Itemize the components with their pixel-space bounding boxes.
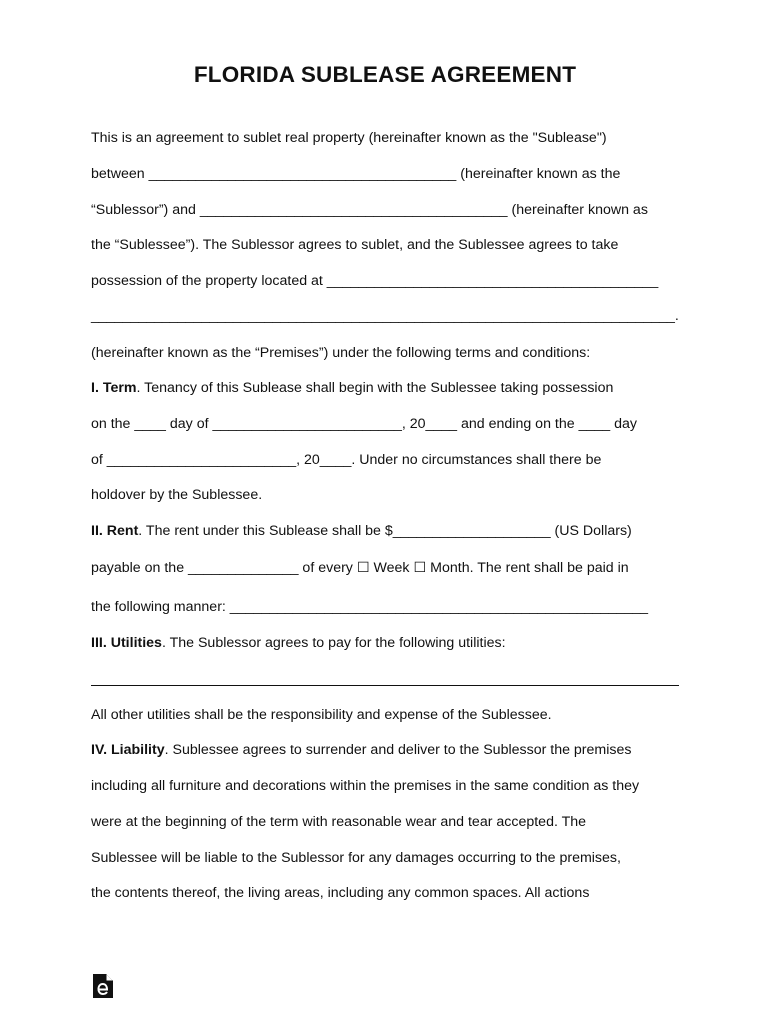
term-line-3: of ________________________, 20____. Under no circumstances shall there be [91, 452, 602, 468]
term-heading: I. Term [91, 380, 137, 396]
intro-line-2: between _______________________________________ (hereinafter known as the [91, 166, 621, 182]
month-checkbox[interactable]: ☐ [413, 560, 427, 576]
utilities-other-line: All other utilities shall be the responsibility and expense of the Sublessee. [91, 707, 552, 723]
term-line-2: on the ____ day of ________________________, 20____ and ending on the ____ day [91, 416, 637, 432]
liability-heading: IV. Liability [91, 742, 165, 758]
liability-line-5: the contents thereof, the living areas, including any common spaces. All actions [91, 885, 590, 901]
rent-payable-line [91, 559, 629, 577]
eforms-logo-icon [92, 973, 114, 999]
term-text: . Tenancy of this Sublease shall begin with the Sublessee taking possession [136, 380, 614, 396]
intro-line-3: “Sublessor”) and _______________________________________ (hereinafter known as [91, 202, 648, 218]
week-checkbox[interactable]: ☐ [356, 560, 370, 576]
intro-line-7: (hereinafter known as the “Premises”) under the following terms and conditions: [91, 345, 591, 361]
liability-line-3: were at the beginning of the term with reasonable wear and tear accepted. The [91, 814, 587, 830]
utilities-heading: III. Utilities [91, 635, 162, 651]
month-label: Month. The rent shall be paid in [426, 560, 629, 576]
liability-paragraph [91, 741, 631, 759]
liability-text: . Sublessee agrees to surrender and deliver to the Sublessor the premises [164, 742, 632, 758]
rent-payable-prefix: payable on the ______________ of every [91, 560, 357, 576]
rent-heading: II. Rent [91, 523, 139, 539]
utilities-paragraph [91, 634, 506, 652]
intro-line-6: __________________________________________________________________________. [91, 308, 679, 324]
intro-line-5: possession of the property located at __________________________________________ [91, 273, 659, 289]
intro-line-4: the “Sublessee”). The Sublessor agrees to sublet, and the Sublessee agrees to take [91, 237, 619, 253]
term-paragraph [91, 379, 613, 397]
intro-line-1: This is an agreement to sublet real property (hereinafter known as the "Sublease") [91, 130, 607, 146]
term-line-4: holdover by the Sublessee. [91, 487, 263, 503]
rent-text: . The rent under this Sublease shall be $____________________ (US Dollars) [138, 523, 632, 539]
liability-line-2: including all furniture and decorations within the premises in the same condition as they [91, 778, 640, 794]
utilities-text: . The Sublessor agrees to pay for the following utilities: [161, 635, 506, 651]
rent-paragraph [91, 522, 632, 540]
rent-manner-line: the following manner: _____________________________________________________ [91, 599, 648, 615]
document-title: FLORIDA SUBLEASE AGREEMENT [193, 62, 577, 87]
week-label: Week [369, 560, 414, 576]
liability-line-4: Sublessee will be liable to the Sublessor for any damages occurring to the premises, [91, 850, 621, 866]
utilities-fill-line [91, 685, 679, 686]
